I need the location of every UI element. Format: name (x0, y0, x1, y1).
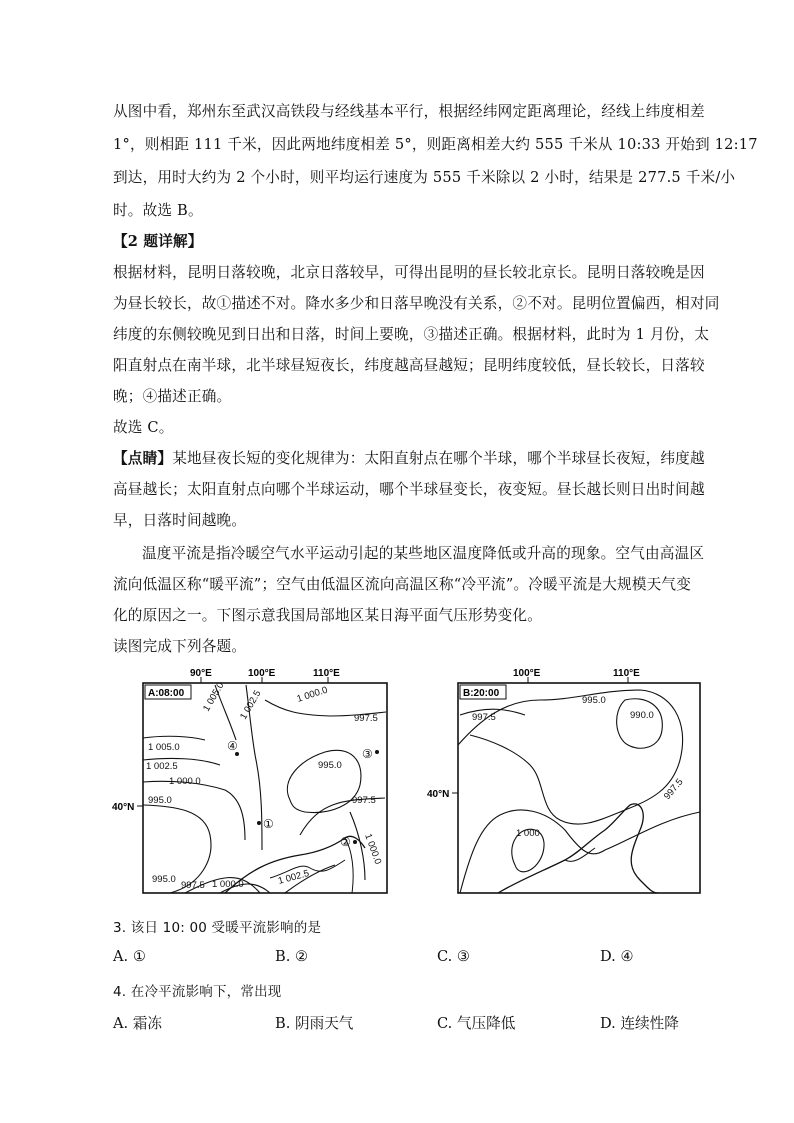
isobar-label: 1 000.0 (212, 879, 244, 890)
isobar-label: 997.5 (661, 776, 686, 802)
text-line: 从图中看，郑州东至武汉高铁段与经线基本平行，根据经纬网定距离理论，经线上纬度相差 (113, 103, 705, 120)
text-line: 高昼越长；太阳直射点向哪个半球运动，哪个半球昼变长，夜变短。昼长越长则日出时间越 (113, 481, 705, 498)
answer-option[interactable]: C. 气压降低 (437, 1015, 516, 1032)
isobar-label: 1 000.0 (362, 832, 384, 866)
isobar-label: 1 002.5 (146, 761, 178, 772)
text-line: 流向低温区称“暖平流”；空气由低温区流向高温区称“冷平流”。冷暖平流是大规模天气变 (113, 576, 692, 593)
dianjing-text: 某地昼夜长短的变化规律为：太阳直射点在哪个半球，哪个半球昼长夜短，纬度越 (172, 450, 705, 467)
isobar-label: 1 005.0 (148, 742, 180, 753)
isobar-label: 1 000.0 (295, 684, 330, 705)
point-marker: ① (263, 817, 274, 831)
isobar-label: 995.0 (148, 795, 172, 806)
isobar-label: 1 000 (516, 828, 540, 839)
map-a-title: A:08:00 (148, 688, 185, 699)
text-line: 早，日落时间越晚。 (113, 512, 247, 529)
isobar-label: 990.0 (630, 710, 654, 721)
read-prompt: 读图完成下列各题。 (113, 638, 247, 655)
answer-option[interactable]: A. 霜冻 (113, 1015, 163, 1032)
answer-option[interactable]: C. ③ (437, 948, 471, 965)
isobar-label: 995.0 (152, 874, 176, 885)
text-line: 到达，用时大约为 2 个小时，则平均运行速度为 555 千米除以 2 小时，结果是 277.5 千米/小 (113, 169, 736, 186)
point-marker: ③ (362, 747, 373, 761)
map-b-lat-label: 40°N (427, 789, 450, 800)
isobar-label: 997.5 (352, 795, 376, 806)
question-stem: 3. 该日 10: 00 受暖平流影响的是 (113, 920, 322, 936)
map-b-lon-label: 110°E (613, 668, 640, 679)
question-stem: 4. 在冷平流影响下，常出现 (113, 984, 282, 1000)
isobar-label: 995.0 (582, 695, 606, 706)
text-line: 时。故选 B。 (113, 202, 203, 219)
answer-option[interactable]: D. 连续性降 (600, 1015, 679, 1032)
answer-option[interactable]: A. ① (113, 948, 146, 965)
section-heading: 【2 题详解】 (113, 233, 203, 250)
text-line: 晚；④描述正确。 (113, 388, 232, 405)
point-marker: ② (340, 835, 351, 849)
point-marker: ④ (227, 739, 238, 753)
isobar-label: 1 002.5 (276, 868, 311, 887)
map-a-lon-label: 110°E (313, 668, 340, 679)
dianjing-label: 【点睛】 (113, 450, 173, 467)
map-a-lon-label: 90°E (190, 668, 212, 679)
isobar-label: 997.5 (354, 713, 378, 724)
text-line: 阳直射点在南半球，北半球昼短夜长，纬度越高昼越短；昆明纬度较低，昼长较长，日落较 (113, 357, 705, 374)
answer-option[interactable]: B. ② (275, 948, 309, 965)
answer-line: 故选 C。 (113, 419, 174, 436)
map-a-lon-label: 100°E (248, 668, 276, 679)
text-line: 根据材料，昆明日落较晚，北京日落较早，可得出昆明的昼长较北京长。昆明日落较晚是因 (113, 264, 705, 281)
text-line: 为昼长较长，故①描述不对。降水多少和日落早晚没有关系，②不对。昆明位置偏西，相对同 (113, 295, 720, 312)
map-b-title: B:20:00 (463, 688, 500, 699)
isobar-label: 995.0 (318, 760, 342, 771)
isobar-label: 1 002.5 (238, 688, 264, 722)
map-b (427, 668, 700, 893)
text-line: 化的原因之一。下图示意我国局部地区某日海平面气压形势变化。 (113, 607, 543, 624)
map-b-lon-label: 100°E (513, 668, 541, 679)
isobar-label: 997.5 (181, 880, 205, 891)
map-a-lat-label: 40°N (112, 802, 135, 813)
isobar-label: 997.5 (472, 712, 496, 723)
text-line: 纬度的东侧较晚见到日出和日落，时间上要晚，③描述正确。根据材料，此时为 1 月份，太 (113, 326, 710, 343)
isobar-label: 1 005.0 (201, 680, 227, 714)
isobar-label: 1 000.0 (169, 776, 201, 787)
answer-option[interactable]: D. ④ (600, 948, 634, 965)
map-a (112, 668, 387, 893)
text-line: 1°，则相距 111 千米，因此两地纬度相差 5°，则距离相差大约 555 千米从 10:33 开始到 12:17 (113, 136, 758, 153)
answer-option[interactable]: B. 阴雨天气 (275, 1015, 354, 1032)
text-line: 温度平流是指冷暖空气水平运动引起的某些地区温度降低或升高的现象。空气由高温区 (142, 545, 705, 562)
